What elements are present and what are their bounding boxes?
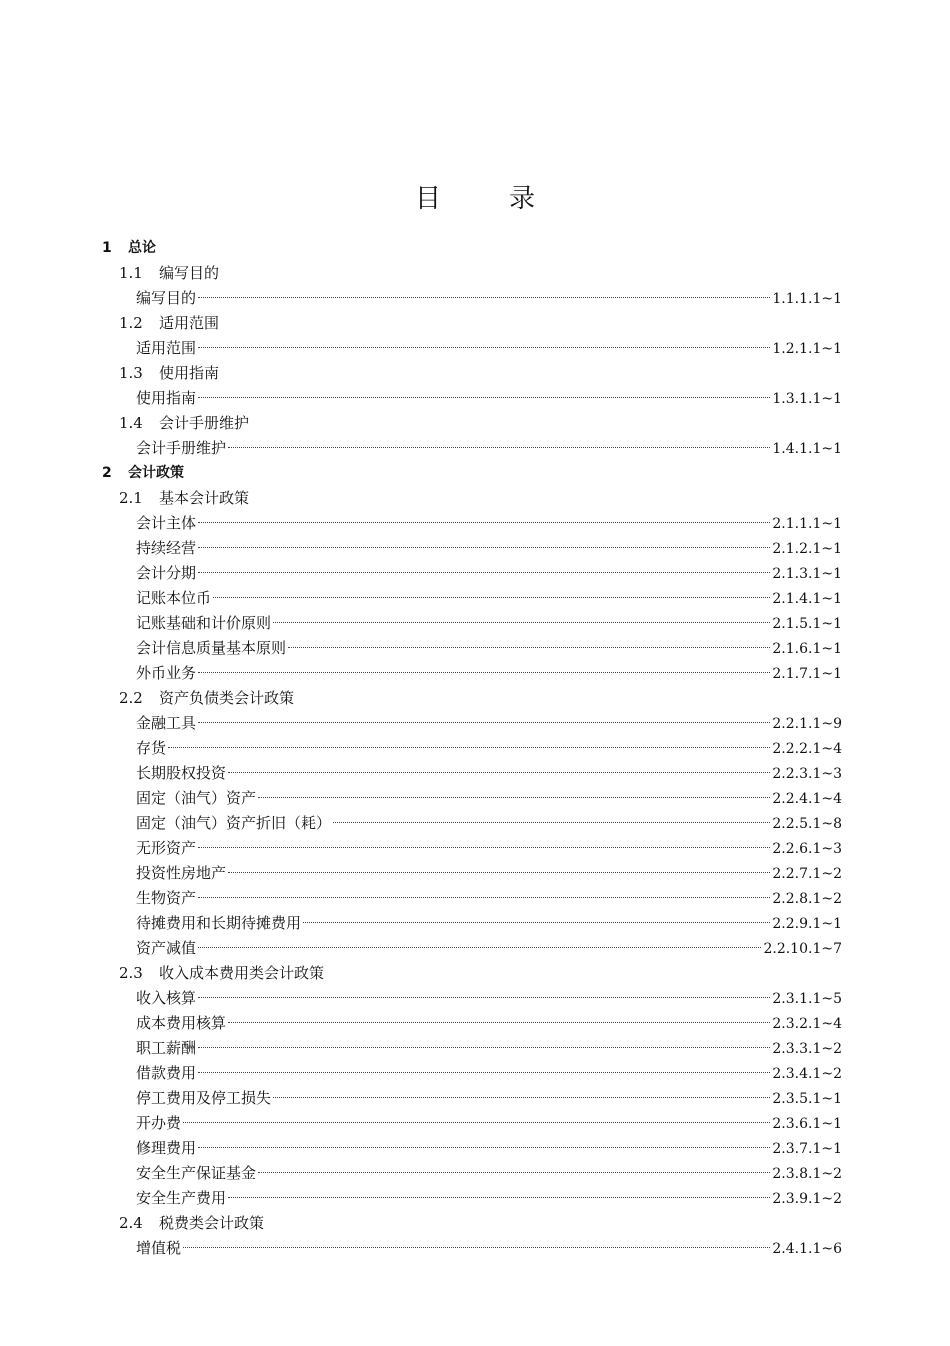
toc-chapter[interactable] (102, 461, 842, 486)
toc-entry[interactable] (102, 1161, 842, 1186)
entry-page-number: 2.3.2.1~4 (772, 1016, 842, 1032)
dot-leader (168, 747, 770, 748)
section-label: 会计手册维护 (159, 414, 250, 432)
entry-label: 持续经营 (136, 539, 197, 557)
toc-entry[interactable] (102, 661, 842, 686)
section-label: 使用指南 (159, 364, 220, 382)
toc-entry[interactable] (102, 1186, 842, 1211)
toc-entry[interactable] (102, 511, 842, 536)
section-label: 收入成本费用类会计政策 (159, 964, 325, 982)
title-char-1: 目 (414, 184, 441, 214)
dot-leader (198, 1072, 770, 1073)
toc-chapter[interactable] (102, 236, 842, 261)
section-label: 基本会计政策 (159, 489, 250, 507)
entry-page-number: 2.2.2.1~4 (772, 741, 842, 757)
dot-leader (183, 1247, 770, 1248)
toc-entry[interactable] (102, 936, 842, 961)
entry-label: 固定（油气）资产折旧（耗） (136, 814, 332, 832)
entry-page-number: 2.2.1.1~9 (772, 716, 842, 732)
dot-leader (198, 1147, 770, 1148)
entry-page-number: 2.1.2.1~1 (772, 541, 842, 557)
section-number: 1.4 (119, 414, 143, 432)
entry-label: 长期股权投资 (136, 764, 227, 782)
toc-section[interactable] (102, 261, 842, 286)
title-char-2: 录 (509, 184, 536, 214)
dot-leader (228, 1022, 770, 1023)
entry-page-number: 2.2.7.1~2 (772, 866, 842, 882)
entry-label: 安全生产费用 (136, 1189, 227, 1207)
entry-label: 停工费用及停工损失 (136, 1089, 272, 1107)
dot-leader (228, 872, 770, 873)
entry-label: 生物资产 (136, 889, 197, 907)
entry-label: 待摊费用和长期待摊费用 (136, 914, 302, 932)
section-number: 1.1 (119, 264, 143, 282)
entry-label: 存货 (136, 739, 167, 757)
toc-entry[interactable] (102, 286, 842, 311)
dot-leader (198, 347, 770, 348)
dot-leader (228, 1197, 770, 1198)
entry-label: 成本费用核算 (136, 1014, 227, 1032)
dot-leader (288, 647, 770, 648)
dot-leader (198, 847, 770, 848)
dot-leader (198, 897, 770, 898)
section-number: 2.1 (119, 489, 143, 507)
dot-leader (198, 522, 770, 523)
toc-entry[interactable] (102, 1111, 842, 1136)
toc-entry[interactable] (102, 786, 842, 811)
chapter-label: 会计政策 (128, 465, 184, 481)
entry-label: 固定（油气）资产 (136, 789, 257, 807)
toc-section[interactable] (102, 686, 842, 711)
toc-entry[interactable] (102, 536, 842, 561)
table-of-contents (102, 236, 842, 1261)
toc-entry[interactable] (102, 911, 842, 936)
dot-leader (333, 822, 770, 823)
entry-page-number: 2.2.5.1~8 (772, 816, 842, 832)
entry-label: 开办费 (136, 1114, 182, 1132)
dot-leader (198, 397, 770, 398)
entry-label: 适用范围 (136, 339, 197, 357)
toc-entry[interactable] (102, 1011, 842, 1036)
dot-leader (228, 447, 770, 448)
page-title (0, 178, 950, 215)
entry-label: 记账本位币 (136, 589, 212, 607)
toc-entry[interactable] (102, 611, 842, 636)
dot-leader (198, 947, 761, 948)
entry-label: 增值税 (136, 1239, 182, 1257)
entry-page-number: 2.2.6.1~3 (772, 841, 842, 857)
entry-page-number: 2.1.3.1~1 (772, 566, 842, 582)
entry-page-number: 2.2.3.1~3 (772, 766, 842, 782)
entry-label: 使用指南 (136, 389, 197, 407)
entry-label: 会计主体 (136, 514, 197, 532)
toc-entry[interactable] (102, 886, 842, 911)
entry-label: 职工薪酬 (136, 1039, 197, 1057)
toc-entry[interactable] (102, 836, 842, 861)
entry-page-number: 2.3.6.1~1 (772, 1116, 842, 1132)
dot-leader (183, 1122, 770, 1123)
section-label: 编写目的 (159, 264, 220, 282)
toc-entry[interactable] (102, 861, 842, 886)
dot-leader (273, 622, 770, 623)
toc-section[interactable] (102, 411, 842, 436)
dot-leader (258, 1172, 770, 1173)
toc-entry[interactable] (102, 811, 842, 836)
toc-entry[interactable] (102, 1061, 842, 1086)
entry-page-number: 1.4.1.1~1 (772, 441, 842, 457)
entry-label: 收入核算 (136, 989, 197, 1007)
entry-page-number: 2.3.7.1~1 (772, 1141, 842, 1157)
chapter-number: 1 (102, 240, 112, 256)
entry-label: 安全生产保证基金 (136, 1164, 257, 1182)
chapter-label: 总论 (128, 240, 156, 256)
section-number: 1.3 (119, 364, 143, 382)
section-number: 2.4 (119, 1214, 143, 1232)
entry-page-number: 2.2.10.1~7 (763, 941, 842, 957)
entry-page-number: 2.3.1.1~5 (772, 991, 842, 1007)
entry-label: 记账基础和计价原则 (136, 614, 272, 632)
entry-page-number: 2.3.9.1~2 (772, 1191, 842, 1207)
toc-entry[interactable] (102, 436, 842, 461)
toc-entry[interactable] (102, 986, 842, 1011)
section-label: 税费类会计政策 (159, 1214, 265, 1232)
section-number: 2.2 (119, 689, 143, 707)
entry-page-number: 2.1.6.1~1 (772, 641, 842, 657)
dot-leader (258, 797, 770, 798)
dot-leader (198, 997, 770, 998)
entry-page-number: 2.3.4.1~2 (772, 1066, 842, 1082)
entry-page-number: 1.3.1.1~1 (772, 391, 842, 407)
toc-entry[interactable] (102, 736, 842, 761)
dot-leader (213, 597, 770, 598)
entry-page-number: 2.1.1.1~1 (772, 516, 842, 532)
toc-entry[interactable] (102, 386, 842, 411)
entry-label: 金融工具 (136, 714, 197, 732)
toc-entry[interactable] (102, 636, 842, 661)
entry-label: 投资性房地产 (136, 864, 227, 882)
section-label: 资产负债类会计政策 (159, 689, 295, 707)
entry-page-number: 1.2.1.1~1 (772, 341, 842, 357)
toc-entry[interactable] (102, 1086, 842, 1111)
dot-leader (198, 572, 770, 573)
entry-label: 会计信息质量基本原则 (136, 639, 287, 657)
section-number: 1.2 (119, 314, 143, 332)
toc-section[interactable] (102, 486, 842, 511)
dot-leader (198, 672, 770, 673)
toc-section[interactable] (102, 961, 842, 986)
entry-label: 会计手册维护 (136, 439, 227, 457)
entry-page-number: 2.3.8.1~2 (772, 1166, 842, 1182)
dot-leader (228, 772, 770, 773)
toc-entry[interactable] (102, 761, 842, 786)
entry-page-number: 2.1.5.1~1 (772, 616, 842, 632)
section-number: 2.3 (119, 964, 143, 982)
entry-label: 借款费用 (136, 1064, 197, 1082)
entry-page-number: 2.1.4.1~1 (772, 591, 842, 607)
toc-entry[interactable] (102, 561, 842, 586)
toc-entry[interactable] (102, 1236, 842, 1261)
dot-leader (198, 547, 770, 548)
toc-section[interactable] (102, 361, 842, 386)
chapter-number: 2 (102, 465, 112, 481)
entry-label: 修理费用 (136, 1139, 197, 1157)
entry-page-number: 2.2.8.1~2 (772, 891, 842, 907)
dot-leader (303, 922, 770, 923)
entry-page-number: 2.2.9.1~1 (772, 916, 842, 932)
toc-entry[interactable] (102, 336, 842, 361)
entry-page-number: 2.3.5.1~1 (772, 1091, 842, 1107)
dot-leader (198, 1047, 770, 1048)
entry-page-number: 2.3.3.1~2 (772, 1041, 842, 1057)
entry-page-number: 2.4.1.1~6 (772, 1241, 842, 1257)
entry-page-number: 1.1.1.1~1 (772, 291, 842, 307)
entry-label: 编写目的 (136, 289, 197, 307)
toc-entry[interactable] (102, 1036, 842, 1061)
entry-label: 外币业务 (136, 664, 197, 682)
toc-section[interactable] (102, 1211, 842, 1236)
entry-page-number: 2.2.4.1~4 (772, 791, 842, 807)
toc-entry[interactable] (102, 1136, 842, 1161)
entry-label: 资产减值 (136, 939, 197, 957)
dot-leader (273, 1097, 770, 1098)
section-label: 适用范围 (159, 314, 220, 332)
entry-page-number: 2.1.7.1~1 (772, 666, 842, 682)
toc-entry[interactable] (102, 586, 842, 611)
dot-leader (198, 297, 770, 298)
entry-label: 会计分期 (136, 564, 197, 582)
toc-section[interactable] (102, 311, 842, 336)
entry-label: 无形资产 (136, 839, 197, 857)
dot-leader (198, 722, 770, 723)
toc-entry[interactable] (102, 711, 842, 736)
